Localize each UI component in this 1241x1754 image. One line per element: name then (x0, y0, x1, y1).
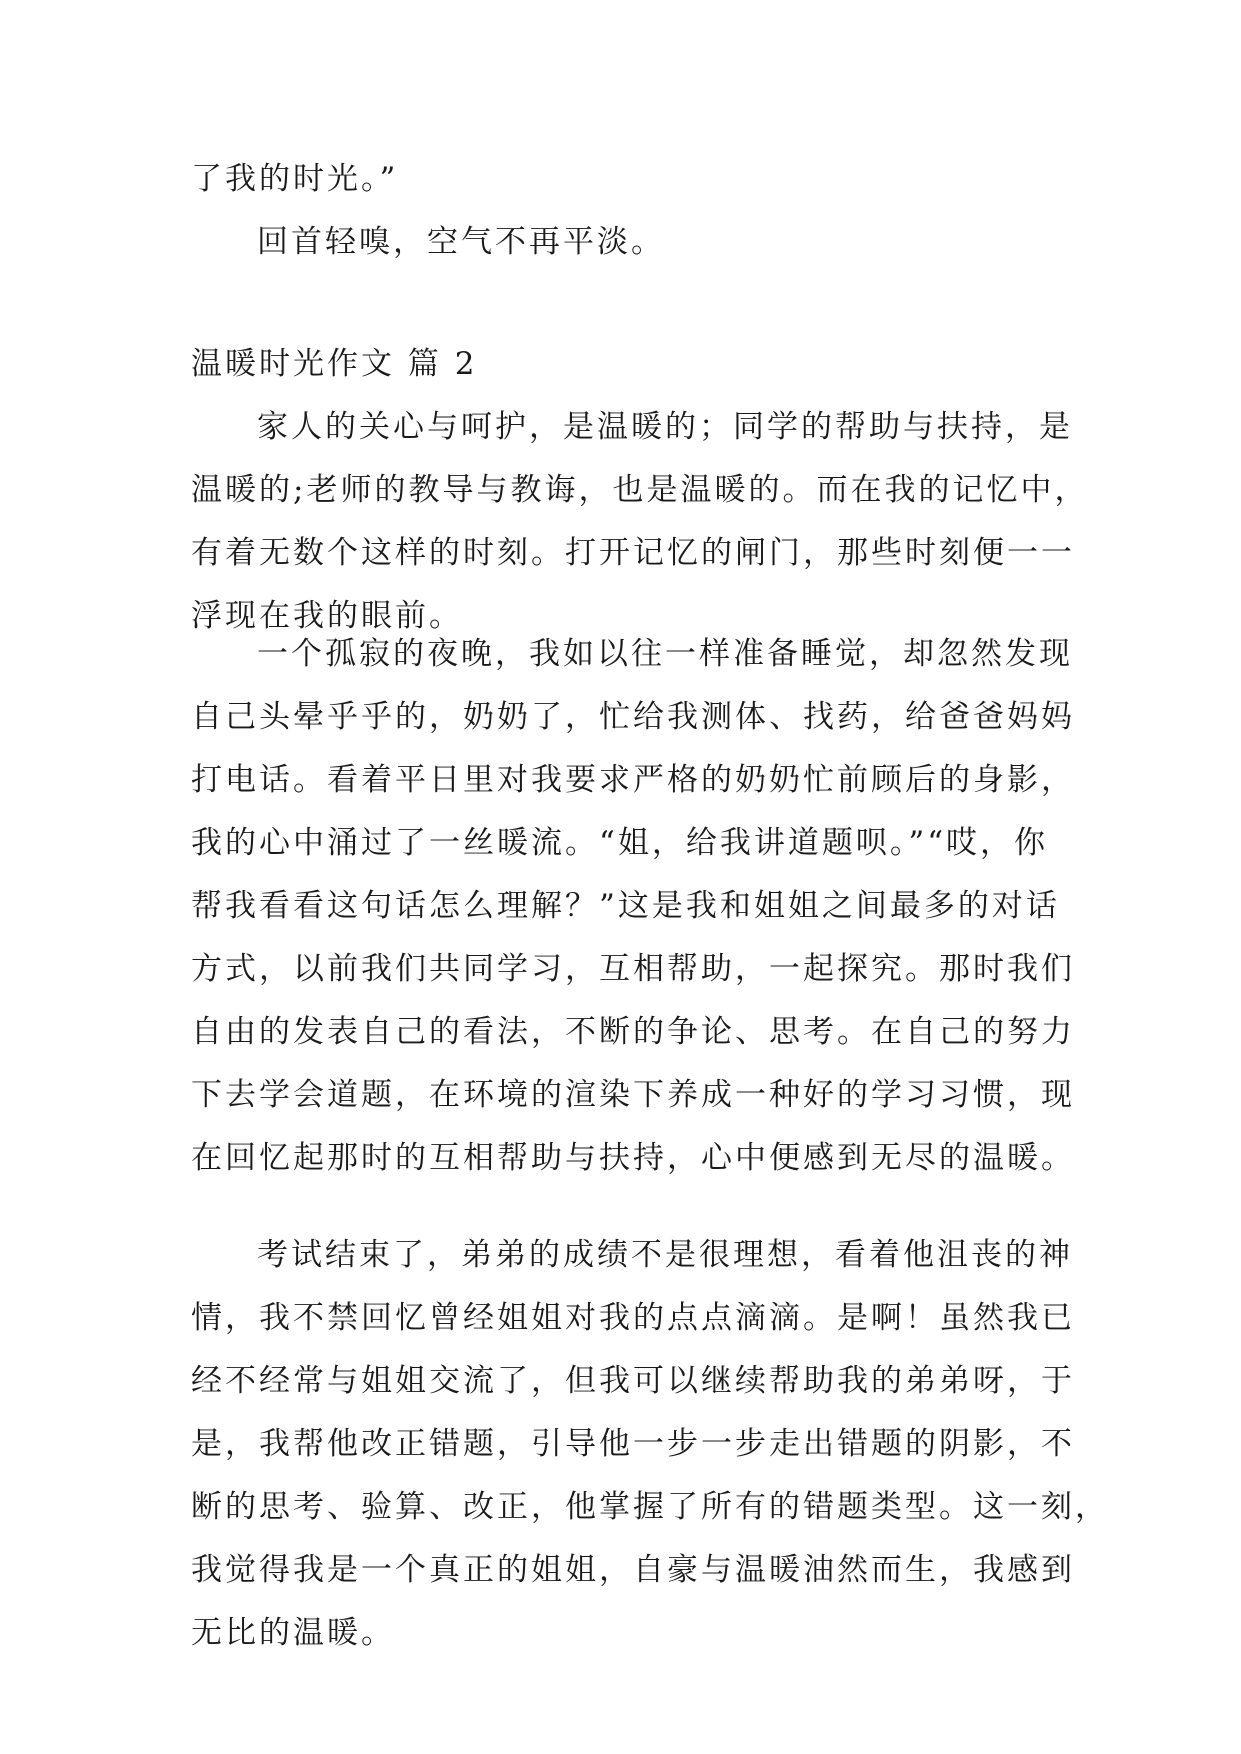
essay-heading: 温暖时光作文 篇 2 (191, 346, 478, 382)
text-line: 经不经常与姐姐交流了，但我可以继续帮助我的弟弟呀，于 (191, 1363, 1075, 1399)
text-line: 情，我不禁回忆曾经姐姐对我的点点滴滴。是啊！虽然我已 (191, 1300, 1075, 1336)
paragraph-2 (191, 623, 1075, 1190)
essay-heading-block (191, 333, 1071, 396)
text-line: 一个孤寂的夜晚，我如以往一样准备睡觉，却忽然发现 (257, 636, 1073, 672)
text-line: 有着无数个这样的时刻。打开记忆的闸门，那些时刻便一一 (191, 535, 1075, 571)
paragraph-1 (191, 396, 1089, 648)
text-line: 自己头晕乎乎的，奶奶了，忙给我测体、找药，给爸爸妈妈 (191, 699, 1075, 735)
text-line: 帮我看看这句话怎么理解？”这是我和姐姐之间最多的对话 (191, 888, 1060, 924)
text-line: 考试结束了，弟弟的成绩不是很理想，看着他沮丧的神 (257, 1237, 1073, 1273)
text-line: 在回忆起那时的互相帮助与扶持，心中便感到无尽的温暖。 (191, 1140, 1075, 1176)
text-line: 断的思考、验算、改正，他掌握了所有的错题类型。这一刻， (191, 1489, 1109, 1525)
text-line: 我觉得我是一个真正的姐姐，自豪与温暖油然而生，我感到 (191, 1552, 1075, 1588)
text-line: 打电话。看着平日里对我要求严格的奶奶忙前顾后的身影， (191, 762, 1075, 798)
text-line: 浮现在我的眼前。 (191, 598, 463, 634)
text-line: 我的心中涌过了一丝暖流。“姐，给我讲道题呗。”“哎，你 (191, 825, 1049, 861)
text-line: 方式，以前我们共同学习，互相帮助，一起探究。那时我们 (191, 951, 1075, 987)
text-line: 自由的发表自己的看法，不断的争论、思考。在自己的努力 (191, 1014, 1075, 1050)
text-line: 回首轻嗅，空气不再平淡。 (257, 224, 665, 260)
text-line: 了我的时光。” (191, 161, 399, 197)
text-line: 无比的温暖。 (191, 1615, 395, 1651)
text-line: 温暖的;老师的教导与教诲，也是温暖的。而在我的记忆中， (191, 472, 1089, 508)
text-line: 是，我帮他改正错题，引导他一步一步走出错题的阴影，不 (191, 1426, 1075, 1462)
text-line: 家人的关心与呵护，是温暖的；同学的帮助与扶持，是 (257, 409, 1073, 445)
text-line: 下去学会道题，在环境的渲染下养成一种好的学习习惯，现 (191, 1077, 1075, 1113)
paragraph-3 (191, 1224, 1109, 1665)
previous-essay-ending (191, 148, 1071, 274)
